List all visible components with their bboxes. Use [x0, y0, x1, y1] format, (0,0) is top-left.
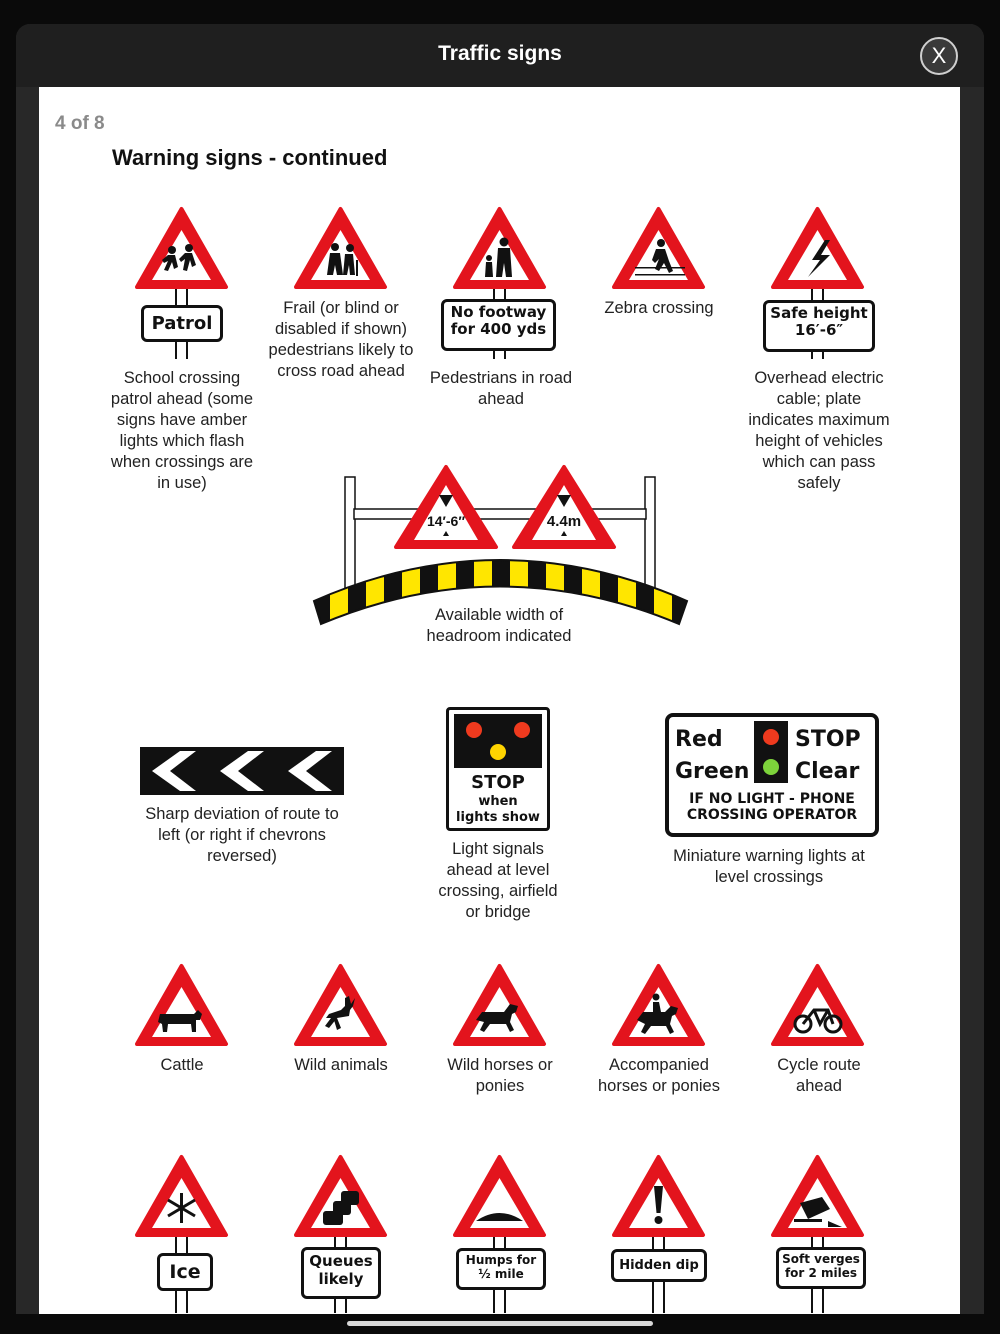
miniature-caption: Miniature warning lights at level crossings — [673, 847, 865, 886]
section-heading: Warning signs - continued — [112, 145, 388, 170]
red-label: Red — [675, 727, 723, 752]
wild-horses-caption: Wild horses or ponies — [447, 1056, 553, 1095]
soft-verges-plate-line2: for 2 miles — [784, 1266, 858, 1280]
page-counter: 4 of 8 — [55, 113, 105, 134]
clear-label: Clear — [795, 759, 860, 784]
light-signals-lights-show: lights show — [456, 810, 540, 825]
safe-height-plate-line2: 16′-6″ — [794, 321, 844, 339]
soft-verges-plate-line1: Soft verges — [782, 1252, 860, 1266]
green-label: Green — [675, 759, 750, 784]
accompanied-horses-sign — [611, 962, 707, 1052]
queues-plate — [301, 1247, 381, 1299]
hidden-dip-sign — [611, 1153, 707, 1313]
overhead-caption: Overhead electric cable; plate indicates maximum height of vehicles which can pass safely — [748, 369, 890, 492]
no-footway-plate — [441, 299, 556, 351]
no-footway-plate-line1: No footway — [450, 303, 547, 321]
light-signals-stop: STOP — [471, 772, 525, 793]
zebra-crossing-sign — [611, 205, 707, 295]
safe-height-plate — [763, 300, 875, 352]
miniature-lights-icon — [754, 721, 788, 783]
wild-horses-sign — [452, 962, 548, 1052]
humps-plate — [456, 1248, 546, 1290]
light-signals-when: when — [478, 794, 518, 809]
right-headroom-value: 4.4m — [546, 513, 582, 530]
chevron-caption: Sharp deviation of route to left (or right if chevrons reversed) — [145, 805, 339, 865]
title-bar — [16, 24, 984, 87]
hidden-dip-plate: Hidden dip — [611, 1249, 707, 1282]
close-button[interactable]: X — [920, 37, 958, 75]
headroom-caption: Available width of headroom indicated — [426, 606, 572, 645]
safe-height-plate-line1: Safe height — [770, 304, 868, 322]
queues-plate-line2: likely — [318, 1270, 364, 1288]
wild-animals-sign — [293, 962, 389, 1052]
cattle-sign — [134, 962, 230, 1052]
left-headroom-value: 14′-6″ — [426, 513, 466, 529]
frail-caption: Frail (or blind or disabled if shown) pedestrians likely to cross road ahead — [268, 299, 414, 380]
no-footway-plate-line2: for 400 yds — [450, 320, 547, 338]
ice-plate: Ice — [157, 1253, 213, 1291]
phone-line2: CROSSING OPERATOR — [686, 807, 858, 823]
cycle-route-sign — [770, 962, 866, 1052]
accompanied-caption: Accompanied horses or ponies — [598, 1056, 720, 1095]
miniature-lights-sign — [665, 713, 879, 837]
soft-verges-plate — [776, 1247, 866, 1289]
home-indicator[interactable] — [347, 1321, 653, 1326]
soft-verges-sign — [770, 1153, 866, 1313]
modal — [16, 24, 984, 1314]
stop-label: STOP — [795, 727, 861, 752]
page-title: Traffic signs — [438, 42, 562, 65]
light-signals-sign — [446, 707, 550, 831]
cattle-caption: Cattle — [160, 1056, 204, 1074]
no-footway-caption: Pedestrians in road ahead — [429, 369, 573, 408]
phone-line1: IF NO LIGHT - PHONE — [689, 791, 855, 807]
queues-plate-line1: Queues — [309, 1252, 373, 1270]
humps-plate-line2: ½ mile — [478, 1267, 524, 1281]
light-signals-caption: Light signals ahead at level crossing, airfield or bridge — [438, 840, 558, 921]
chevron-board-sign — [140, 747, 344, 795]
wild-animals-caption: Wild animals — [294, 1056, 388, 1074]
humps-plate-line1: Humps for — [465, 1253, 537, 1267]
patrol-caption: School crossing patrol ahead (some signs have amber lights which flash when crossings are in use) — [110, 369, 254, 492]
sign-page — [39, 87, 960, 1314]
traffic-lights-icon — [454, 714, 542, 768]
cycle-caption: Cycle route ahead — [777, 1056, 861, 1095]
frail-pedestrians-sign — [293, 205, 389, 295]
patrol-plate: Patrol — [141, 305, 223, 342]
zebra-caption: Zebra crossing — [604, 299, 714, 317]
